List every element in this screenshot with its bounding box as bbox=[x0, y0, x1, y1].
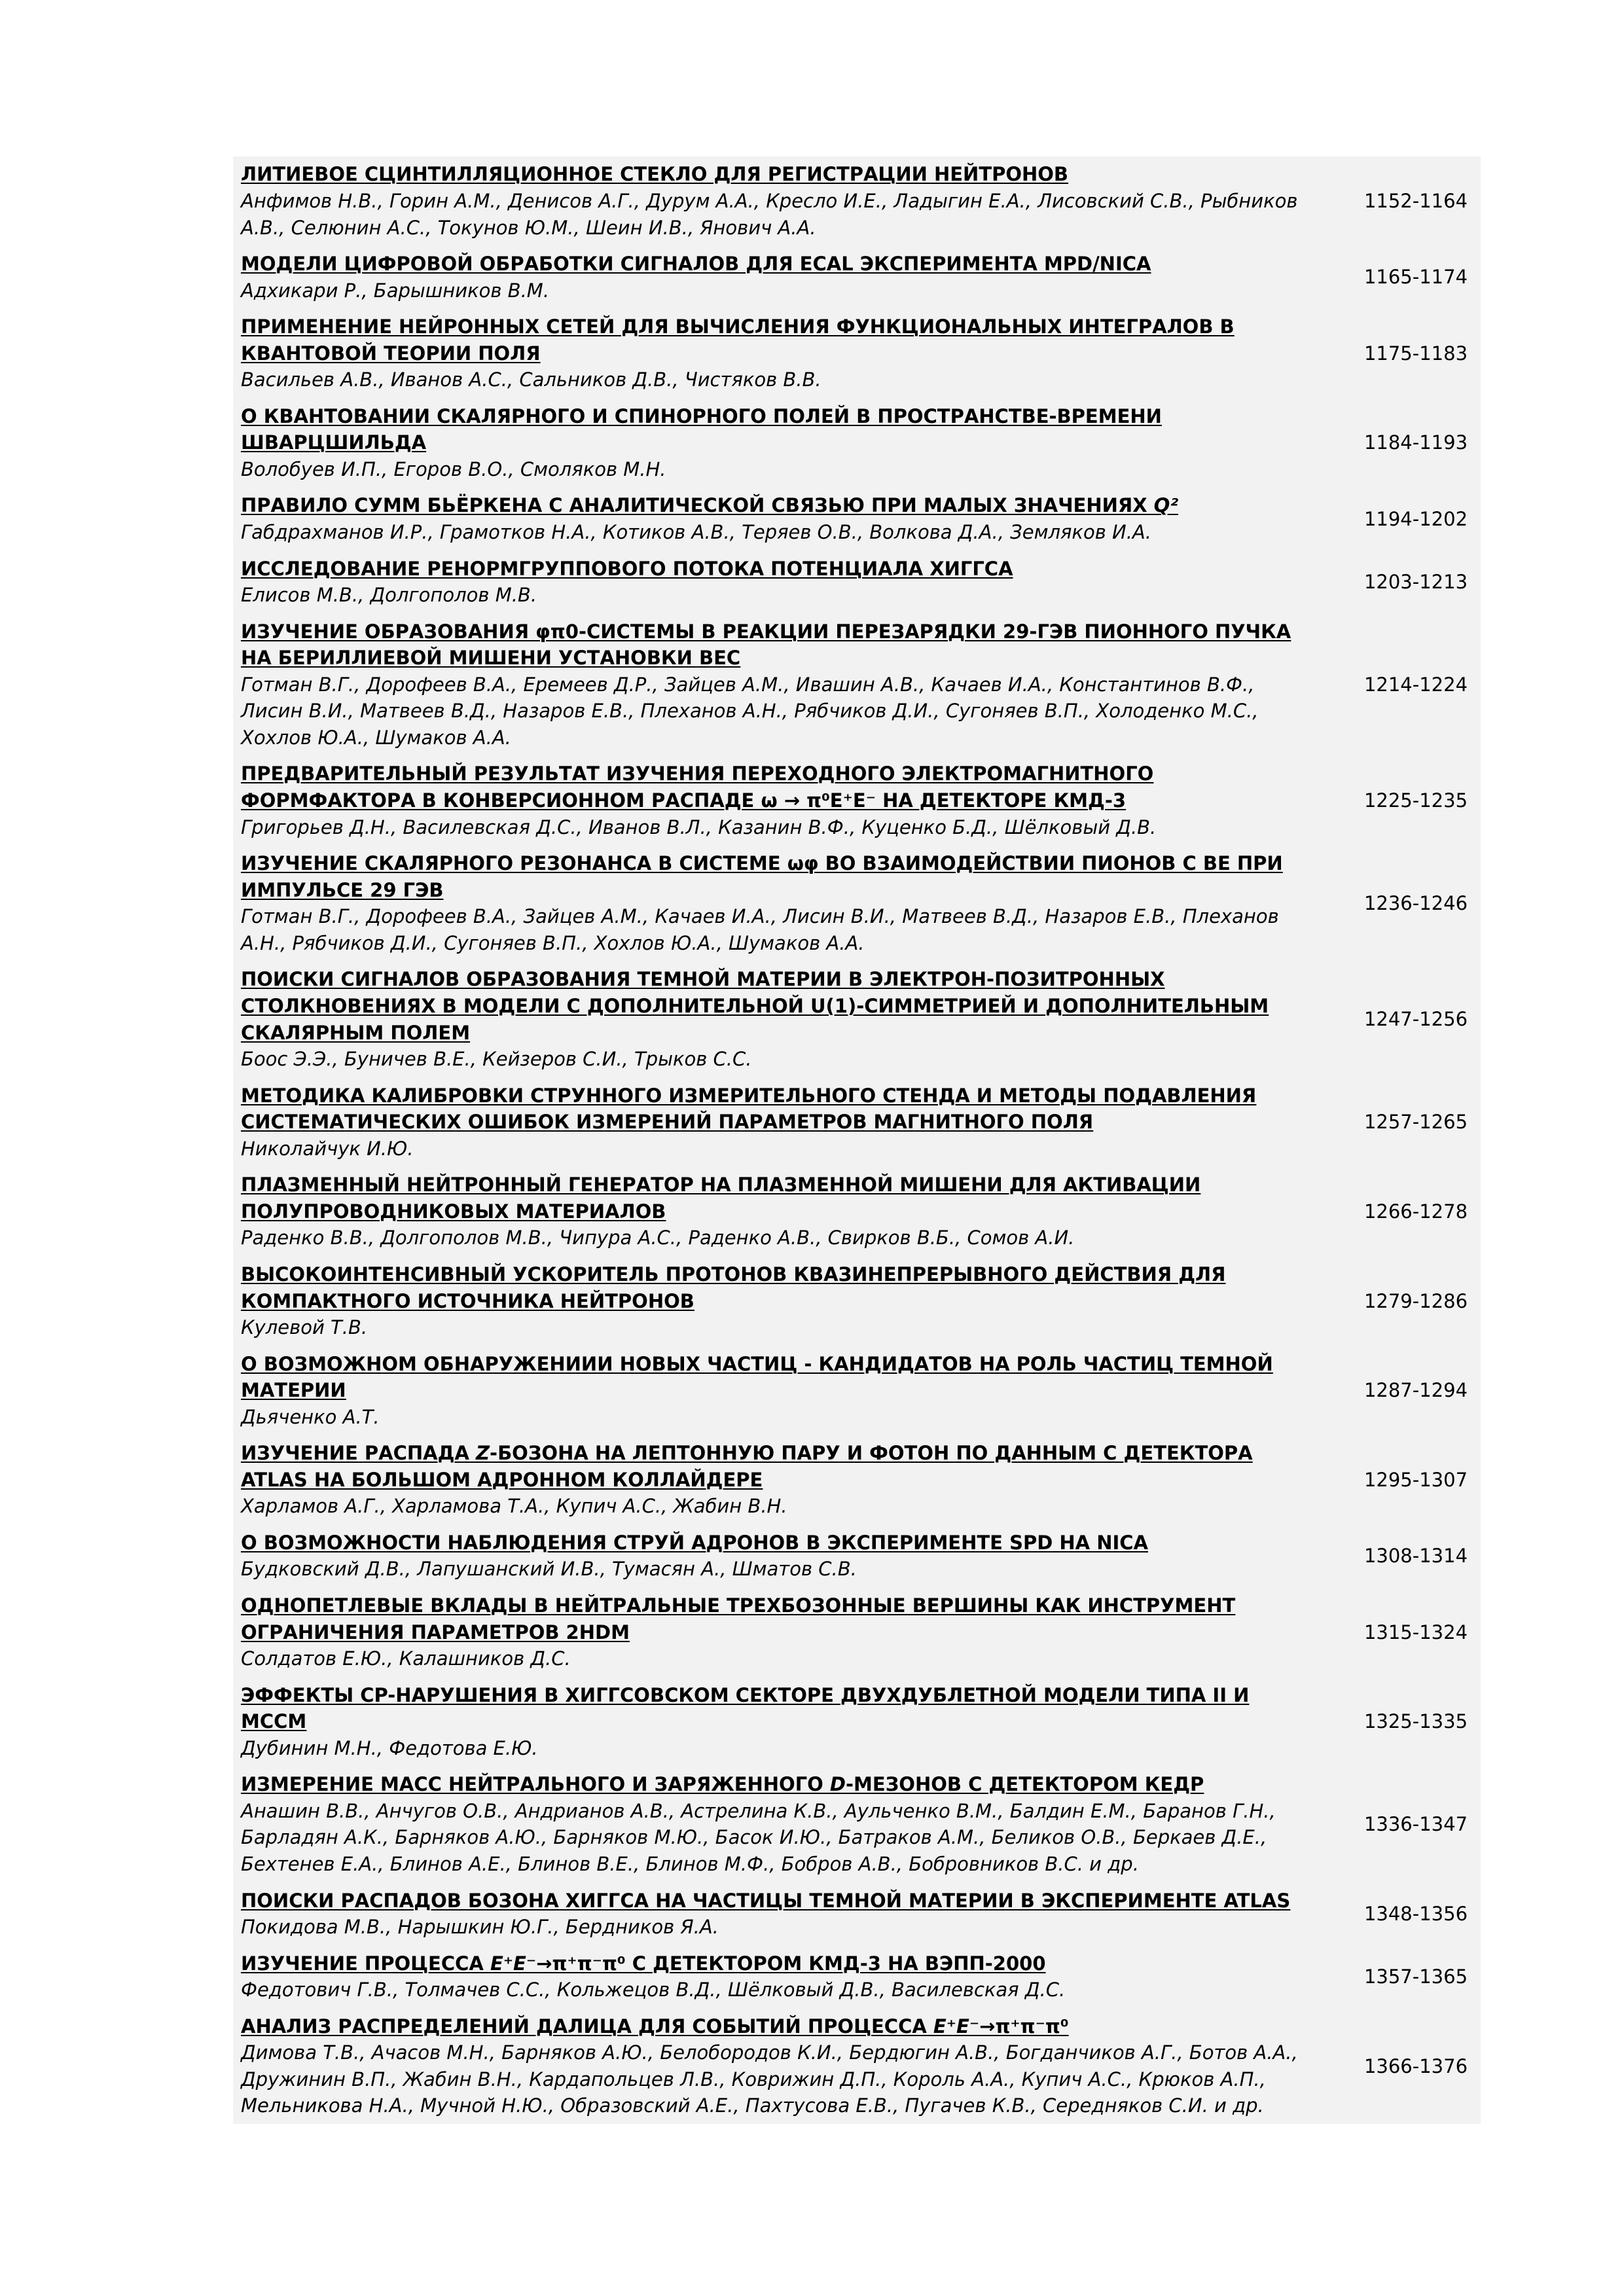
title-line[interactable] bbox=[241, 492, 1351, 519]
toc-entry bbox=[233, 398, 1481, 488]
author-line: Адхикари Р., Барышников В.М. bbox=[241, 279, 550, 302]
title-line[interactable]: ЭФФЕКТЫ CP-НАРУШЕНИЯ В ХИГГСОВСКОМ СЕКТОРЕ ДВУХДУБЛЕТНОЙ МОДЕЛИ ТИПА II И bbox=[241, 1683, 1250, 1706]
title-line[interactable]: ATLAS НА БОЛЬШОМ АДРОННОМ КОЛЛАЙДЕРЕ bbox=[241, 1468, 763, 1491]
author-line: Бехтенев Е.А., Блинов А.Е., Блинов В.Е., Блинов М.Ф., Бобров А.В., Бобровников В.С. и др. bbox=[241, 1853, 1139, 1876]
article-title-link[interactable] bbox=[241, 1771, 1351, 1798]
page-range: 1357-1365 bbox=[1363, 1965, 1468, 1988]
toc-entry bbox=[233, 961, 1481, 1077]
article-title-link[interactable] bbox=[241, 1083, 1351, 1136]
title-segment[interactable]: -БОЗОНА НА ЛЕПТОННУЮ ПАРУ И ФОТОН ПО ДАННЫМ С ДЕТЕКТОРА bbox=[490, 1442, 1253, 1465]
author-line: Боос Э.Э., Буничев В.Е., Кейзеров С.И., Трыков С.С. bbox=[241, 1048, 752, 1071]
entry-text bbox=[233, 761, 1351, 840]
entry-text bbox=[233, 966, 1351, 1072]
page-range: 1336-1347 bbox=[1363, 1813, 1468, 1836]
title-line[interactable]: СКАЛЯРНЫМ ПОЛЕМ bbox=[241, 1021, 471, 1044]
title-segment[interactable]: ИЗУЧЕНИЕ РАСПАДА bbox=[241, 1442, 476, 1465]
title-segment[interactable]: →π⁺π⁻π⁰ С ДЕТЕКТОРОМ КМД-3 НА ВЭПП-2000 bbox=[536, 1952, 1046, 1975]
author-list bbox=[241, 519, 1351, 546]
author-list bbox=[241, 1314, 1351, 1341]
author-line: Мельникова Н.А., Мучной Н.Ю., Образовский А.Е., Пахтусова Е.В., Пугачев К.В., Середняков С.И. и др. bbox=[241, 2094, 1264, 2117]
entry-text bbox=[233, 1172, 1351, 1251]
title-line[interactable]: МАТЕРИИ bbox=[241, 1379, 346, 1402]
title-italic-segment[interactable]: E⁺E⁻ bbox=[490, 1952, 537, 1975]
title-line[interactable]: ФОРМФАКТОРА В КОНВЕРСИОННОМ РАСПАДЕ ω → π⁰E⁺E⁻ НА ДЕТЕКТОРЕ КМД-3 bbox=[241, 789, 1127, 812]
author-list bbox=[241, 582, 1351, 609]
entry-text bbox=[233, 251, 1351, 304]
title-italic-segment[interactable]: Q² bbox=[1153, 494, 1179, 517]
toc-entry bbox=[233, 550, 1481, 613]
toc-entry bbox=[233, 1256, 1481, 1346]
title-line[interactable]: ПРЕДВАРИТЕЛЬНЫЙ РЕЗУЛЬТАТ ИЗУЧЕНИЯ ПЕРЕХОДНОГО ЭЛЕКТРОМАГНИТНОГО bbox=[241, 762, 1154, 785]
title-line[interactable] bbox=[241, 1950, 1351, 1977]
toc-entry bbox=[233, 1882, 1481, 1945]
author-list bbox=[241, 1914, 1351, 1941]
title-segment[interactable]: ПРАВИЛО СУММ БЬЁРКЕНА С АНАЛИТИЧЕСКОЙ СВЯЗЬЮ ПРИ МАЛЫХ ЗНАЧЕНИЯХ bbox=[241, 494, 1154, 517]
page-range: 1214-1224 bbox=[1363, 673, 1468, 696]
author-line: Покидова М.В., Нарышкин Ю.Г., Бердников Я.А. bbox=[241, 1916, 719, 1939]
title-line[interactable]: ИЗУЧЕНИЕ ОБРАЗОВАНИЯ φπ0-СИСТЕМЫ В РЕАКЦИИ ПЕРЕЗАРЯДКИ 29-ГЭВ ПИОННОГО ПУЧКА bbox=[241, 620, 1291, 643]
author-line: А.В., Селюнин А.С., Токунов Ю.М., Шеин И.В., Янович А.А. bbox=[241, 216, 816, 239]
author-list bbox=[241, 188, 1351, 241]
article-title-link[interactable] bbox=[241, 1351, 1351, 1404]
article-title-link[interactable] bbox=[241, 556, 1351, 583]
article-title-link[interactable] bbox=[241, 619, 1351, 672]
title-line[interactable]: СТОЛКНОВЕНИЯХ В МОДЕЛИ С ДОПОЛНИТЕЛЬНОЙ U(1)-СИММЕТРИЕЙ И ДОПОЛНИТЕЛЬНЫМ bbox=[241, 994, 1269, 1017]
title-line[interactable]: ИЗУЧЕНИЕ СКАЛЯРНОГО РЕЗОНАНСА В СИСТЕМЕ ωφ ВО ВЗАИМОДЕЙСТВИИ ПИОНОВ С ВЕ ПРИ bbox=[241, 852, 1283, 875]
entry-text bbox=[233, 1771, 1351, 1877]
author-list bbox=[241, 672, 1351, 751]
page-range: 1287-1294 bbox=[1363, 1379, 1468, 1402]
title-line[interactable]: О КВАНТОВАНИИ СКАЛЯРНОГО И СПИНОРНОГО ПОЛЕЙ В ПРОСТРАНСТВЕ-ВРЕМЕНИ bbox=[241, 404, 1162, 427]
entry-text bbox=[233, 1682, 1351, 1762]
article-title-link[interactable] bbox=[241, 850, 1351, 903]
author-list bbox=[241, 1735, 1351, 1762]
entry-text bbox=[233, 1950, 1351, 2003]
entry-text bbox=[233, 1530, 1351, 1583]
title-segment[interactable]: ИЗМЕРЕНИЕ МАСС НЕЙТРАЛЬНОГО И ЗАРЯЖЕННОГО bbox=[241, 1773, 830, 1796]
title-line[interactable]: ЛИТИЕВОЕ СЦИНТИЛЛЯЦИОННОЕ СТЕКЛО ДЛЯ РЕГИСТРАЦИИ НЕЙТРОНОВ bbox=[241, 163, 1069, 186]
author-line: Анфимов Н.В., Горин А.М., Денисов А.Г., Дурум А.А., Кресло И.Е., Ладыгин Е.А., Лисовский С.В., Рыбников bbox=[241, 190, 1298, 213]
title-line[interactable]: СИСТЕМАТИЧЕСКИХ ОШИБОК ИЗМЕРЕНИЙ ПАРАМЕТРОВ МАГНИТНОГО ПОЛЯ bbox=[241, 1111, 1094, 1134]
toc-entry bbox=[233, 1346, 1481, 1435]
toc-entry bbox=[233, 1588, 1481, 1677]
toc-table bbox=[233, 156, 1481, 2124]
entry-text bbox=[233, 1261, 1351, 1341]
article-title-link[interactable] bbox=[241, 251, 1351, 278]
author-list bbox=[241, 2039, 1351, 2119]
author-line: Раденко В.В., Долгополов М.В., Чипура А.С., Раденко А.В., Свирков В.Б., Сомов А.И. bbox=[241, 1227, 1075, 1249]
entry-text bbox=[233, 556, 1351, 609]
page-range: 1225-1235 bbox=[1363, 789, 1468, 812]
page-range: 1203-1213 bbox=[1363, 570, 1468, 593]
entry-text bbox=[233, 314, 1351, 393]
toc-entry bbox=[233, 1945, 1481, 2008]
title-line[interactable]: МССМ bbox=[241, 1710, 307, 1733]
page-range: 1315-1324 bbox=[1363, 1621, 1468, 1643]
toc-entry bbox=[233, 613, 1481, 756]
author-line: А.Н., Рябчиков Д.И., Сугоняев В.П., Хохлов Ю.А., Шумаков А.А. bbox=[241, 931, 865, 954]
author-list bbox=[241, 1798, 1351, 1878]
page-range: 1236-1246 bbox=[1363, 891, 1468, 914]
author-line: Будковский Д.В., Лапушанский И.В., Тумасян А., Шматов С.В. bbox=[241, 1558, 857, 1581]
author-line: Васильев А.В., Иванов А.С., Сальников Д.В., Чистяков В.В. bbox=[241, 368, 821, 391]
entry-text bbox=[233, 2013, 1351, 2119]
page-range: 1295-1307 bbox=[1363, 1468, 1468, 1491]
author-line: Барладян А.К., Барняков А.Ю., Барняков М.Ю., Басок И.Ю., Батраков А.М., Беликов О.В., Беркаев Д.Е., bbox=[241, 1826, 1267, 1849]
entry-text bbox=[233, 619, 1351, 751]
page-range: 1266-1278 bbox=[1363, 1200, 1468, 1223]
article-title-link[interactable] bbox=[241, 1682, 1351, 1735]
page-range: 1366-1376 bbox=[1363, 2054, 1468, 2077]
toc-entry bbox=[233, 246, 1481, 309]
entry-text bbox=[233, 1083, 1351, 1162]
title-line[interactable]: КВАНТОВОЙ ТЕОРИИ ПОЛЯ bbox=[241, 342, 541, 365]
author-list bbox=[241, 1046, 1351, 1073]
entry-text bbox=[233, 1592, 1351, 1672]
title-italic-segment[interactable]: D bbox=[829, 1773, 846, 1796]
author-line: Анашин В.В., Анчугов О.В., Андрианов А.В., Астрелина К.В., Аульченко В.М., Балдин Е.М., Баранов Г.Н., bbox=[241, 1799, 1276, 1822]
toc-entry bbox=[233, 1077, 1481, 1167]
article-title-link[interactable] bbox=[241, 1440, 1351, 1493]
title-line[interactable]: ИССЛЕДОВАНИЕ РЕНОРМГРУППОВОГО ПОТОКА ПОТЕНЦИАЛА ХИГГСА bbox=[241, 557, 1013, 580]
article-title-link[interactable] bbox=[241, 2013, 1351, 2040]
title-line[interactable]: МЕТОДИКА КАЛИБРОВКИ СТРУННОГО ИЗМЕРИТЕЛЬНОГО СТЕНДА И МЕТОДЫ ПОДАВЛЕНИЯ bbox=[241, 1084, 1257, 1107]
title-line[interactable]: ПЛАЗМЕННЫЙ НЕЙТРОННЫЙ ГЕНЕРАТОР НА ПЛАЗМЕННОЙ МИШЕНИ ДЛЯ АКТИВАЦИИ bbox=[241, 1174, 1201, 1196]
article-title-link[interactable] bbox=[241, 1950, 1351, 1977]
title-line[interactable]: НА БЕРИЛЛИЕВОЙ МИШЕНИ УСТАНОВКИ ВЕС bbox=[241, 647, 741, 670]
entry-text bbox=[233, 1440, 1351, 1520]
title-line[interactable]: КОМПАКТНОГО ИСТОЧНИКА НЕЙТРОНОВ bbox=[241, 1289, 695, 1312]
title-line[interactable] bbox=[241, 2013, 1351, 2040]
author-list bbox=[241, 367, 1351, 393]
entry-text bbox=[233, 850, 1351, 956]
article-title-link[interactable] bbox=[241, 1888, 1351, 1914]
toc-entry bbox=[233, 756, 1481, 846]
author-list bbox=[241, 1977, 1351, 2003]
article-title-link[interactable] bbox=[241, 403, 1351, 456]
author-list bbox=[241, 1556, 1351, 1583]
title-line[interactable] bbox=[241, 1440, 1351, 1467]
author-line: Николайчук И.Ю. bbox=[241, 1137, 414, 1160]
toc-entry bbox=[233, 309, 1481, 399]
author-line: Федотович Г.В., Толмачев С.С., Кольжецов В.Д., Шёлковый Д.В., Василевская Д.С. bbox=[241, 1979, 1066, 2001]
article-title-link[interactable] bbox=[241, 1261, 1351, 1314]
article-title-link[interactable] bbox=[241, 161, 1351, 188]
author-list bbox=[241, 814, 1351, 841]
author-line: Димова Т.В., Ачасов М.Н., Барняков А.Ю., Белобородов К.И., Бердюгин А.В., Богданчиков А.Г., Ботов А.А., bbox=[241, 2041, 1298, 2064]
toc-entry bbox=[233, 488, 1481, 550]
page-range: 1257-1265 bbox=[1363, 1111, 1468, 1134]
author-list bbox=[241, 1225, 1351, 1251]
author-list bbox=[241, 1136, 1351, 1162]
article-title-link[interactable] bbox=[241, 1172, 1351, 1225]
page-range: 1308-1314 bbox=[1363, 1545, 1468, 1568]
toc-entry bbox=[233, 1767, 1481, 1882]
entry-text bbox=[233, 1351, 1351, 1431]
entry-text bbox=[233, 492, 1351, 545]
page-range: 1175-1183 bbox=[1363, 342, 1468, 365]
toc-entry bbox=[233, 156, 1481, 246]
title-line[interactable]: ОДНОПЕТЛЕВЫЕ ВКЛАДЫ В НЕЙТРАЛЬНЫЕ ТРЕХБОЗОННЫЕ ВЕРШИНЫ КАК ИНСТРУМЕНТ bbox=[241, 1594, 1236, 1617]
title-line[interactable]: МОДЕЛИ ЦИФРОВОЙ ОБРАБОТКИ СИГНАЛОВ ДЛЯ ECAL ЭКСПЕРИМЕНТА MPD/NICA bbox=[241, 253, 1151, 276]
author-line: Готман В.Г., Дорофеев В.А., Еремеев Д.Р., Зайцев А.М., Ивашин А.В., Качаев И.А., Константинов В.Ф., bbox=[241, 673, 1255, 696]
author-line: Хохлов Ю.А., Шумаков А.А. bbox=[241, 726, 511, 749]
toc-entry bbox=[233, 1524, 1481, 1587]
article-title-link[interactable] bbox=[241, 314, 1351, 367]
title-segment[interactable]: АНАЛИЗ РАСПРЕДЕЛЕНИЙ ДАЛИЦА ДЛЯ СОБЫТИЙ ПРОЦЕССА bbox=[241, 2015, 933, 2037]
author-line: Харламов А.Г., Харламова Т.А., Купич А.С., Жабин В.Н. bbox=[241, 1495, 787, 1518]
author-line: Солдатов Е.Ю., Калашников Д.С. bbox=[241, 1647, 571, 1670]
author-list bbox=[241, 903, 1351, 956]
title-segment[interactable]: ИЗУЧЕНИЕ ПРОЦЕССА bbox=[241, 1952, 490, 1975]
author-line: Лисин В.И., Матвеев В.Д., Назаров Е.В., Плеханов А.Н., Рябчиков Д.И., Сугоняев В.П., Холоденко М.С., bbox=[241, 700, 1259, 723]
title-line[interactable]: ПОИСКИ РАСПАДОВ БОЗОНА ХИГГСА НА ЧАСТИЦЫ ТЕМНОЙ МАТЕРИИ В ЭКСПЕРИМЕНТЕ ATLAS bbox=[241, 1889, 1291, 1912]
page-range: 1247-1256 bbox=[1363, 1008, 1468, 1031]
title-line[interactable] bbox=[241, 1771, 1351, 1798]
title-line[interactable]: ШВАРЦШИЛЬДА bbox=[241, 431, 427, 454]
author-line: Дружинин В.П., Жабин В.Н., Кардапольцев Л.В., Коврижин Д.П., Король А.А., Купич А.С., Крюков А.П., bbox=[241, 2068, 1266, 2090]
author-line: Готман В.Г., Дорофеев В.А., Зайцев А.М., Качаев И.А., Лисин В.И., Матвеев В.Д., Назаров Е.В., Плеханов bbox=[241, 905, 1279, 928]
article-title-link[interactable] bbox=[241, 492, 1351, 519]
title-line[interactable]: ВЫСОКОИНТЕНСИВНЫЙ УСКОРИТЕЛЬ ПРОТОНОВ КВАЗИНЕПРЕРЫВНОГО ДЕЙСТВИЯ ДЛЯ bbox=[241, 1263, 1226, 1285]
entry-text bbox=[233, 403, 1351, 483]
title-segment[interactable]: -МЕЗОНОВ С ДЕТЕКТОРОМ КЕДР bbox=[846, 1773, 1204, 1796]
title-line[interactable]: О ВОЗМОЖНОСТИ НАБЛЮДЕНИЯ СТРУЙ АДРОНОВ В ЭКСПЕРИМЕНТЕ SPD НА NICA bbox=[241, 1531, 1148, 1554]
author-line: Кулевой Т.В. bbox=[241, 1316, 368, 1339]
toc-entry bbox=[233, 2008, 1481, 2124]
author-line: Габдрахманов И.Р., Грамотков Н.А., Котиков А.В., Теряев О.В., Волкова Д.А., Земляков И.А. bbox=[241, 521, 1151, 544]
entry-text bbox=[233, 161, 1351, 241]
toc-entry bbox=[233, 1677, 1481, 1767]
toc-entry bbox=[233, 1167, 1481, 1257]
author-list bbox=[241, 1404, 1351, 1431]
page-range: 1152-1164 bbox=[1363, 190, 1468, 213]
article-title-link[interactable] bbox=[241, 761, 1351, 814]
author-line: Дьяченко А.Т. bbox=[241, 1405, 380, 1428]
author-line: Дубинин М.Н., Федотова Е.Ю. bbox=[241, 1736, 538, 1759]
author-line: Волобуев И.П., Егоров В.О., Смоляков М.Н. bbox=[241, 458, 666, 480]
author-line: Григорьев Д.Н., Василевская Д.С., Иванов В.Л., Казанин В.Ф., Куценко Б.Д., Шёлковый Д.В. bbox=[241, 816, 1157, 838]
article-title-link[interactable] bbox=[241, 1530, 1351, 1556]
title-italic-segment[interactable]: E⁺E⁻ bbox=[933, 2015, 980, 2037]
title-line[interactable]: О ВОЗМОЖНОМ ОБНАРУЖЕНИИИ НОВЫХ ЧАСТИЦ - КАНДИДАТОВ НА РОЛЬ ЧАСТИЦ ТЕМНОЙ bbox=[241, 1352, 1273, 1375]
author-list bbox=[241, 456, 1351, 483]
toc-entry bbox=[233, 1435, 1481, 1525]
author-list bbox=[241, 278, 1351, 304]
article-title-link[interactable] bbox=[241, 1592, 1351, 1645]
page-range: 1279-1286 bbox=[1363, 1289, 1468, 1312]
title-line[interactable]: ПРИМЕНЕНИЕ НЕЙРОННЫХ СЕТЕЙ ДЛЯ ВЫЧИСЛЕНИЯ ФУНКЦИОНАЛЬНЫХ ИНТЕГРАЛОВ В bbox=[241, 315, 1235, 338]
page-range: 1165-1174 bbox=[1363, 266, 1468, 289]
author-list bbox=[241, 1493, 1351, 1520]
page-range: 1194-1202 bbox=[1363, 507, 1468, 530]
page-range: 1184-1193 bbox=[1363, 431, 1468, 454]
article-title-link[interactable] bbox=[241, 966, 1351, 1046]
page-range: 1348-1356 bbox=[1363, 1902, 1468, 1925]
toc-entry bbox=[233, 846, 1481, 961]
author-list bbox=[241, 1645, 1351, 1672]
title-italic-segment[interactable]: Z bbox=[476, 1442, 490, 1465]
title-line[interactable]: ПОЛУПРОВОДНИКОВЫХ МАТЕРИАЛОВ bbox=[241, 1200, 666, 1223]
title-line[interactable]: ОГРАНИЧЕНИЯ ПАРАМЕТРОВ 2HDM bbox=[241, 1621, 630, 1643]
entry-text bbox=[233, 1888, 1351, 1941]
page-range: 1325-1335 bbox=[1363, 1710, 1468, 1733]
title-segment[interactable]: →π⁺π⁻π⁰ bbox=[979, 2015, 1069, 2037]
author-line: Елисов М.В., Долгополов М.В. bbox=[241, 584, 537, 607]
title-line[interactable]: ИМПУЛЬСЕ 29 ГЭВ bbox=[241, 878, 444, 901]
title-line[interactable]: ПОИСКИ СИГНАЛОВ ОБРАЗОВАНИЯ ТЕМНОЙ МАТЕРИИ В ЭЛЕКТРОН-ПОЗИТРОННЫХ bbox=[241, 968, 1165, 991]
